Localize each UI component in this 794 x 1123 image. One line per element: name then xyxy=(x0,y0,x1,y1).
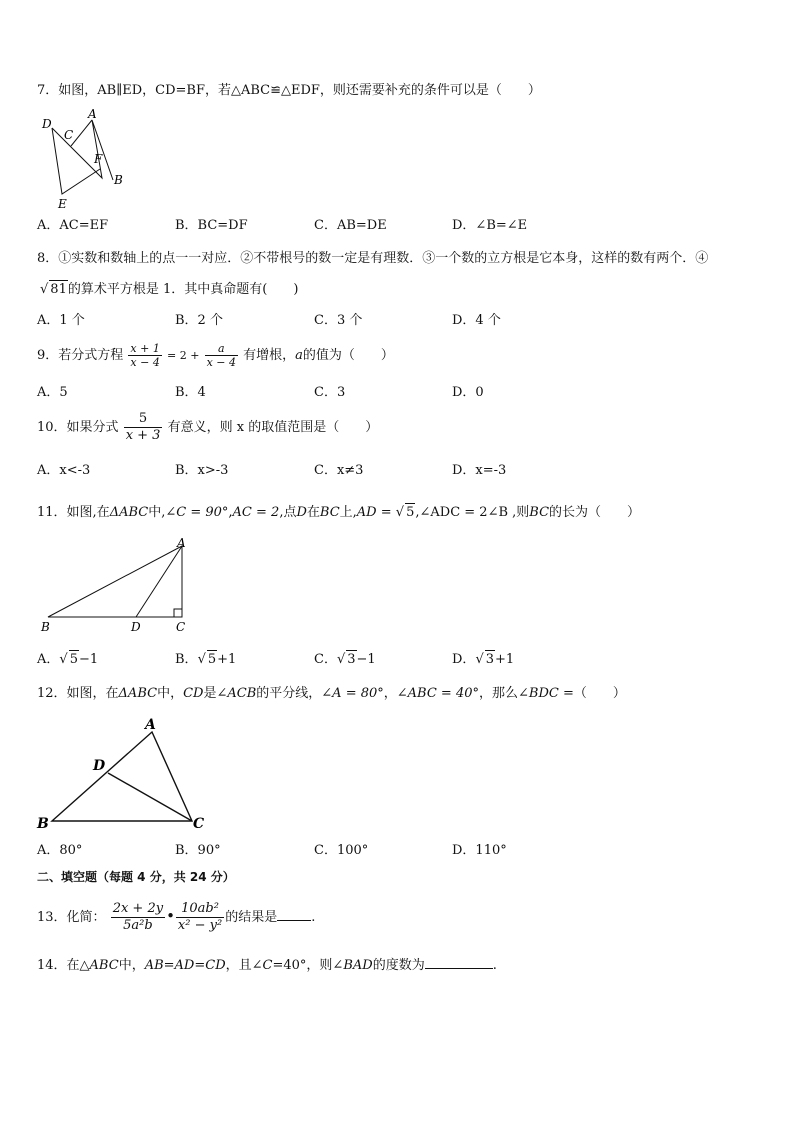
q13-answer-blank[interactable] xyxy=(277,920,311,921)
q10-option-d: D．x=-3 xyxy=(452,463,507,478)
q9-fraction-2: $\frac{a}{x - 4}$ xyxy=(206,342,236,369)
q7-label-a: A xyxy=(88,108,97,121)
q12-label-d: D xyxy=(93,758,106,774)
q7-option-b: B．BC=DF xyxy=(175,218,248,233)
q9-var: a xyxy=(295,348,303,363)
section-fill-in-heading: 二、填空题（每题 4 分，共 24 分） xyxy=(37,870,235,884)
q12-option-c: C．100° xyxy=(314,843,369,858)
q9-option-a: A．5 xyxy=(37,385,68,400)
q9-pre: 9．若分式方程 xyxy=(37,348,124,363)
q9-post1: 有增根， xyxy=(243,348,296,363)
q11-label-b: B xyxy=(41,620,50,634)
q11-figure xyxy=(38,535,198,637)
q10-option-c: C．x≠3 xyxy=(314,463,364,478)
q12-option-b: B．90° xyxy=(175,843,221,858)
q7-label-b: B xyxy=(114,173,123,187)
q12-label-c: C xyxy=(193,816,205,832)
q10-fraction: $\frac{5}{x + 3}$ xyxy=(125,411,161,443)
q12-option-d: D．110° xyxy=(452,843,507,858)
q7-option-d: D．∠B=∠E xyxy=(452,218,528,233)
q9-option-d: D．0 xyxy=(452,385,484,400)
q10-post: 有意义，则 x 的取值范围是（ ） xyxy=(167,420,379,435)
q11-label-d: D xyxy=(131,620,141,634)
q8-line2: √ 81的算术平方根是 1．其中真命题有( ) xyxy=(40,282,299,297)
q7-label-d: D xyxy=(42,117,52,131)
q9-mid: = 2 + xyxy=(166,349,200,362)
q10-pre: 10．如果分式 xyxy=(37,420,119,435)
q9-post2: 的值为（ ） xyxy=(302,348,394,363)
q9-stem xyxy=(37,341,394,371)
q8-option-a: A．1 个 xyxy=(37,313,85,328)
q12-label-b: B xyxy=(37,816,49,832)
q7-option-c: C．AB=DE xyxy=(314,218,387,233)
q7-option-a: A．AC=EF xyxy=(37,218,109,233)
q12-stem: 12．如图，在ΔABC中，CD是∠ACB的平分线，∠A = 80°，∠ABC = 40°，那么∠BDC =（ ） xyxy=(37,686,626,701)
q7-label-e: E xyxy=(58,197,67,211)
q11-option-d: D．√ 3+1 xyxy=(452,652,515,667)
q10-option-b: B．x>-3 xyxy=(175,463,229,478)
q9-option-c: C．3 xyxy=(314,385,346,400)
q8-radicand: 81 xyxy=(50,282,67,297)
q7-label-f: F xyxy=(94,152,103,166)
q11-option-c: C．√ 3−1 xyxy=(314,652,376,667)
q11-label-a: A xyxy=(177,536,186,550)
q10-option-a: A．x<-3 xyxy=(37,463,91,478)
q8-line1: 8．①实数和数轴上的点一一对应．②不带根号的数一定是有理数．③一个数的立方根是它本身，这样的数有两个．④ xyxy=(37,251,709,266)
q8-option-c: C．3 个 xyxy=(314,313,363,328)
q7-stem: 7．如图，AB∥ED，CD=BF，若△ABC≌△EDF，则还需要补充的条件可以是（ ） xyxy=(37,83,541,98)
q8-line2-text: 的算术平方根是 1．其中真命题有( ) xyxy=(67,282,299,297)
q14-stem: 14．在△ABC中，AB=AD=CD，且∠C=40°，则∠BAD的度数为 . xyxy=(37,958,497,973)
q12-figure xyxy=(35,712,215,834)
q13-fraction-1: $\frac{2x + 2y}{\text{5a²b}}$ xyxy=(112,901,164,933)
q11-stem: 11．如图,在ΔABC中,∠C = 90°,AC = 2,点D在BC上,AD = √ 5,∠ADC = 2∠B ,则BC的长为（ ） xyxy=(37,505,641,520)
q12-label-a: A xyxy=(145,717,156,733)
q9-fraction-1: $\frac{x + 1}{x - 4}$ xyxy=(130,342,160,369)
q12-option-a: A．80° xyxy=(37,843,83,858)
q14-answer-blank[interactable] xyxy=(425,968,493,969)
q13-fraction-2: $\frac{\text{10ab²}}{\text{x² − y²}}$ xyxy=(177,901,223,933)
q7-label-c: C xyxy=(64,128,74,142)
q11-option-b: B．√ 5+1 xyxy=(175,652,237,667)
q8-option-d: D．4 个 xyxy=(452,313,501,328)
q9-option-b: B．4 xyxy=(175,385,206,400)
q10-stem xyxy=(37,410,378,446)
q13-stem: 13．化简： $\frac{2x + 2y}{\text{5a²b}}$ • $\frac{\text{10ab²}}{\text{x² − y²}}$ 的结果是 . xyxy=(37,901,316,933)
q11-option-a: A．√ 5−1 xyxy=(37,652,99,667)
q8-option-b: B．2 个 xyxy=(175,313,223,328)
q11-label-c: C xyxy=(176,620,186,634)
q7-figure xyxy=(38,108,133,212)
